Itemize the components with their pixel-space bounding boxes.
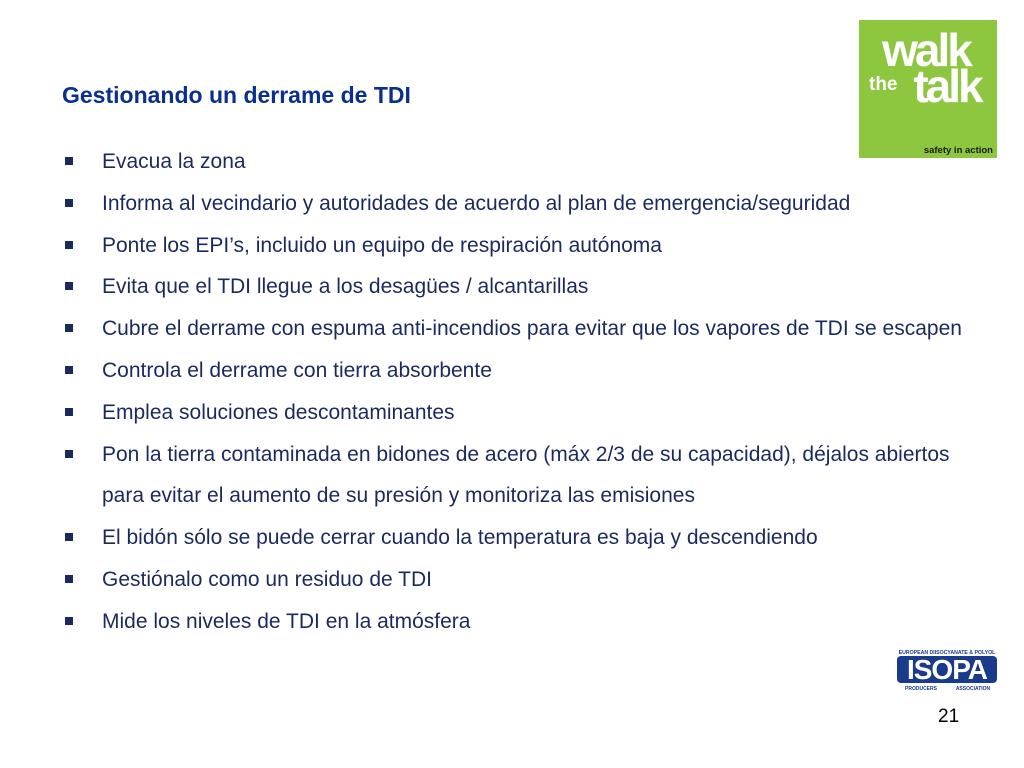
isopa-logo-graphic (895, 647, 999, 693)
walk-the-talk-logo-graphic (859, 20, 997, 158)
square-bullet-icon (65, 199, 73, 207)
bullet-text: Ponte los EPI’s, incluido un equipo de respiración autónoma (102, 233, 662, 257)
bullet-item (62, 601, 982, 643)
isopa-name: ISOPA (906, 654, 988, 685)
bullet-item (62, 559, 982, 601)
bullet-text: Gestiónalo como un residuo de TDI (102, 567, 432, 591)
square-bullet-icon (65, 366, 73, 374)
square-bullet-icon (65, 450, 73, 458)
bullet-item (62, 392, 982, 434)
isopa-bottom-right: ASSOCIATION (955, 686, 991, 692)
bullet-item (62, 225, 982, 267)
bullet-text: Evacua la zona (102, 150, 246, 173)
logo-tagline: safety in action (923, 145, 993, 156)
logo-word-the: the (869, 74, 898, 95)
square-bullet-icon (65, 282, 73, 290)
bullet-text: Emplea soluciones descontaminantes (102, 400, 455, 424)
page-number: 21 (938, 706, 960, 727)
isopa-logo (895, 647, 999, 693)
bullet-item (62, 517, 982, 559)
logo-word-talk: talk (913, 60, 981, 112)
square-bullet-icon (65, 533, 73, 541)
bullet-text: Pon la tierra contaminada en bidones de acero (máx 2/3 de su capacidad), déjalos abiertos para evitar el aumento de su presión y monitoriza las emisiones (102, 442, 950, 508)
bullet-item (62, 141, 982, 183)
square-bullet-icon (65, 408, 73, 416)
bullet-text: Cubre el derrame con espuma anti-incendios para evitar que los vapores de TDI se escapen (102, 317, 962, 341)
square-bullet-icon (65, 575, 73, 583)
bullet-item (62, 350, 982, 392)
bullet-item (62, 434, 982, 518)
isopa-bottom-left: PRODUCERS (905, 686, 937, 692)
bullet-item (62, 308, 982, 350)
square-bullet-icon (65, 617, 73, 625)
bullet-list (62, 141, 982, 643)
isopa-top-text: EUROPEAN DIISOCYANATE & POLYOL (898, 650, 996, 656)
bullet-text: Controla el derrame con tierra absorbente (102, 358, 492, 382)
bullet-item (62, 266, 982, 308)
bullet-text: Mide los niveles de TDI en la atmósfera (102, 609, 471, 633)
bullet-text: El bidón sólo se puede cerrar cuando la temperatura es baja y descendiendo (102, 526, 818, 550)
bullet-item (62, 183, 982, 225)
square-bullet-icon (65, 324, 73, 332)
slide-title: Gestionando un derrame de TDI (62, 82, 411, 108)
walk-the-talk-logo (859, 20, 997, 158)
logo-word-walk: walk (882, 24, 970, 76)
square-bullet-icon (65, 157, 73, 165)
bullet-text: Informa al vecindario y autoridades de acuerdo al plan de emergencia/seguridad (102, 191, 851, 215)
square-bullet-icon (65, 241, 73, 249)
bullet-text: Evita que el TDI llegue a los desagües / alcantarillas (102, 275, 589, 299)
